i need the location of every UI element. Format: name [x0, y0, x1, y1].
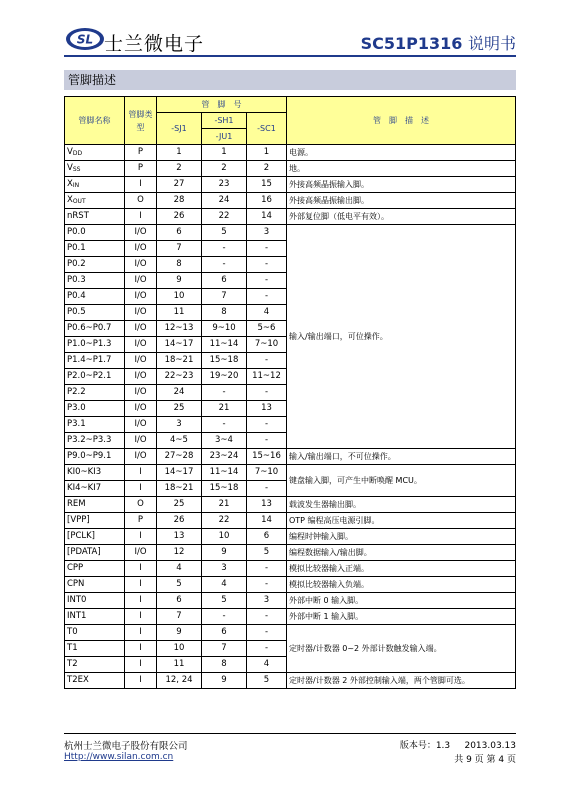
pin-name-cell	[65, 257, 125, 273]
pin-name-cell	[65, 657, 125, 673]
pin-sj1: 5	[157, 577, 202, 593]
pin-sj1: 8	[157, 257, 202, 273]
pin-type: I	[125, 529, 157, 545]
table-row	[65, 145, 516, 161]
pin-sc1: 6	[247, 529, 287, 545]
logo-text: SL	[76, 32, 94, 47]
pin-name: INT0	[67, 595, 87, 605]
pin-sh1: -	[202, 385, 247, 401]
pin-description: 电源。	[287, 145, 516, 161]
pin-sc1: 14	[247, 513, 287, 529]
header-ju1: -JU1	[202, 129, 247, 145]
pin-name-subscript: OUT	[72, 197, 86, 205]
pin-name-cell	[65, 289, 125, 305]
pin-table-body	[65, 145, 516, 689]
header-pin-number: 管 脚 号	[157, 97, 287, 113]
pin-sc1: -	[247, 561, 287, 577]
pin-name: P0.6~P0.7	[67, 323, 112, 333]
pin-name-cell	[65, 337, 125, 353]
pin-sc1: -	[247, 241, 287, 257]
pin-sc1: 15	[247, 177, 287, 193]
pin-name: P2.2	[67, 387, 86, 397]
pin-type: I	[125, 625, 157, 641]
pin-name: P0.5	[67, 307, 86, 317]
pin-name: P0.4	[67, 291, 86, 301]
pin-name-cell	[65, 545, 125, 561]
pin-name-subscript: SS	[72, 165, 81, 173]
pin-sj1: 1	[157, 145, 202, 161]
pin-name: nRST	[67, 211, 89, 221]
pin-name: P3.0	[67, 403, 86, 413]
pin-sh1: -	[202, 609, 247, 625]
pin-sc1: 3	[247, 593, 287, 609]
table-row	[65, 577, 516, 593]
pin-sj1: 22~23	[157, 369, 202, 385]
pin-type: I	[125, 177, 157, 193]
pin-name-cell	[65, 225, 125, 241]
pin-sj1: 10	[157, 289, 202, 305]
pin-type: I/O	[125, 401, 157, 417]
pin-type: P	[125, 513, 157, 529]
pin-sc1: 4	[247, 305, 287, 321]
pin-name: [PDATA]	[67, 547, 101, 557]
header-pin-description: 管 脚 描 述	[287, 97, 516, 145]
pin-description: 模拟比较器输入正端。	[287, 561, 516, 577]
pin-sh1: 11~14	[202, 465, 247, 481]
pin-description: 输入/输出端口，可位操作。	[287, 225, 516, 449]
pin-name-cell	[65, 385, 125, 401]
pin-description: 载波发生器输出脚。	[287, 497, 516, 513]
pin-sj1: 18~21	[157, 353, 202, 369]
pin-name: T2EX	[67, 675, 89, 685]
pin-sh1: 24	[202, 193, 247, 209]
pin-sj1: 12~13	[157, 321, 202, 337]
pin-description: 输入/输出端口，不可位操作。	[287, 449, 516, 465]
pin-description: 地。	[287, 161, 516, 177]
pin-sj1: 4~5	[157, 433, 202, 449]
pin-sc1: 3	[247, 225, 287, 241]
table-row	[65, 609, 516, 625]
pin-sc1: -	[247, 481, 287, 497]
pin-sc1: -	[247, 625, 287, 641]
header-sh1: -SH1	[202, 113, 247, 129]
pin-type: I	[125, 641, 157, 657]
footer-url-link[interactable]: Http://www.silan.com.cn	[64, 752, 174, 762]
pin-name: P3.1	[67, 419, 86, 429]
pin-description: 外接高频晶振输入脚。	[287, 177, 516, 193]
pin-description: 外接高频晶振输出脚。	[287, 193, 516, 209]
pin-sh1: 3~4	[202, 433, 247, 449]
pin-sh1: 8	[202, 657, 247, 673]
pin-name-cell	[65, 625, 125, 641]
table-row	[65, 225, 516, 241]
pin-sj1: 9	[157, 273, 202, 289]
pin-name-cell	[65, 593, 125, 609]
pin-name: V	[67, 162, 73, 173]
pin-name-cell	[65, 529, 125, 545]
pin-type: I	[125, 561, 157, 577]
pin-name: P0.3	[67, 275, 86, 285]
pin-sh1: 3	[202, 561, 247, 577]
pin-sh1: 1	[202, 145, 247, 161]
pin-sc1: 5	[247, 673, 287, 689]
pin-sj1: 24	[157, 385, 202, 401]
pin-sc1: 14	[247, 209, 287, 225]
pin-sj1: 6	[157, 593, 202, 609]
table-row	[65, 673, 516, 689]
pin-name-cell	[65, 673, 125, 689]
table-row	[65, 513, 516, 529]
header-sj1: -SJ1	[157, 113, 202, 145]
pin-sj1: 12, 24	[157, 673, 202, 689]
table-row	[65, 593, 516, 609]
pin-sj1: 7	[157, 241, 202, 257]
pin-name-cell	[65, 449, 125, 465]
pin-type: I/O	[125, 353, 157, 369]
pin-description: 定时器/计数器 0~2 外部计数触发输入端。	[287, 625, 516, 673]
pin-description: 外部复位脚（低电平有效）。	[287, 209, 516, 225]
pin-name: T2	[67, 659, 78, 669]
pin-sj1: 25	[157, 497, 202, 513]
pin-sc1: -	[247, 273, 287, 289]
pin-sh1: 9	[202, 545, 247, 561]
silan-logo-icon	[64, 26, 106, 52]
pin-sh1: -	[202, 417, 247, 433]
pin-sj1: 11	[157, 305, 202, 321]
company-name: 士兰微电子	[104, 33, 205, 55]
pin-type: I/O	[125, 305, 157, 321]
pin-type: I/O	[125, 433, 157, 449]
pin-description: OTP 编程高压电源引脚。	[287, 513, 516, 529]
pin-sh1: 15~18	[202, 481, 247, 497]
pin-name-cell	[65, 145, 125, 161]
pin-name: X	[67, 194, 73, 205]
pin-sj1: 27	[157, 177, 202, 193]
pin-type: I/O	[125, 225, 157, 241]
pin-name-cell	[65, 273, 125, 289]
pin-sh1: 23	[202, 177, 247, 193]
pin-sj1: 3	[157, 417, 202, 433]
header-divider	[64, 55, 516, 57]
pin-sh1: 19~20	[202, 369, 247, 385]
pin-sh1: 5	[202, 593, 247, 609]
pin-description: 外部中断 0 输入脚。	[287, 593, 516, 609]
pin-name: [VPP]	[67, 515, 90, 525]
pin-sc1: 2	[247, 161, 287, 177]
pin-sj1: 25	[157, 401, 202, 417]
pin-sh1: 9	[202, 673, 247, 689]
pin-sc1: 16	[247, 193, 287, 209]
pin-sj1: 6	[157, 225, 202, 241]
header-pin-type: 管脚类型	[125, 97, 157, 145]
pin-name-cell	[65, 561, 125, 577]
pin-sh1: -	[202, 241, 247, 257]
pin-sh1: 6	[202, 273, 247, 289]
table-row	[65, 193, 516, 209]
footer-divider	[64, 733, 516, 734]
document-title	[361, 31, 516, 54]
pin-type: I/O	[125, 257, 157, 273]
pin-sh1: 10	[202, 529, 247, 545]
table-row	[65, 209, 516, 225]
pin-type: I/O	[125, 417, 157, 433]
pin-sj1: 7	[157, 609, 202, 625]
pin-name-cell	[65, 209, 125, 225]
pin-sh1: 21	[202, 497, 247, 513]
header-sc1: -SC1	[247, 113, 287, 145]
pin-sc1: -	[247, 641, 287, 657]
pin-type: I	[125, 657, 157, 673]
table-row	[65, 545, 516, 561]
pin-name: P2.0~P2.1	[67, 371, 112, 381]
pin-name-subscript: IN	[72, 181, 80, 189]
pin-sc1: 13	[247, 401, 287, 417]
pin-sj1: 10	[157, 641, 202, 657]
table-row	[65, 625, 516, 641]
pin-name: T0	[67, 627, 78, 637]
table-row	[65, 529, 516, 545]
pin-name-cell	[65, 433, 125, 449]
pin-name-cell	[65, 161, 125, 177]
pin-sc1: -	[247, 577, 287, 593]
pin-name: KI0~KI3	[67, 467, 102, 477]
pin-name-cell	[65, 577, 125, 593]
table-row	[65, 177, 516, 193]
pin-name-cell	[65, 609, 125, 625]
doc-type: 说明书	[467, 34, 516, 53]
footer-date: 2013.03.13	[464, 741, 516, 751]
pin-sh1: 2	[202, 161, 247, 177]
table-row	[65, 497, 516, 513]
pin-sj1: 2	[157, 161, 202, 177]
pin-sh1: 4	[202, 577, 247, 593]
pin-name-cell	[65, 369, 125, 385]
pin-sj1: 14~17	[157, 337, 202, 353]
pin-name: P9.0~P9.1	[67, 451, 112, 461]
footer-version-date	[400, 738, 516, 751]
pin-description: 定时器/计数器 2 外部控制输入端，两个管脚可选。	[287, 673, 516, 689]
pin-type: P	[125, 161, 157, 177]
pin-name: X	[67, 178, 73, 189]
pin-sc1: -	[247, 609, 287, 625]
pin-name-cell	[65, 513, 125, 529]
pin-name-cell	[65, 465, 125, 481]
pin-description: 键盘输入脚，可产生中断唤醒 MCU。	[287, 465, 516, 497]
pin-type: I/O	[125, 369, 157, 385]
pin-type: O	[125, 497, 157, 513]
pin-sc1: 7~10	[247, 337, 287, 353]
pin-type: I	[125, 481, 157, 497]
pin-name-cell	[65, 497, 125, 513]
pin-sc1: -	[247, 289, 287, 305]
pin-name: KI4~KI7	[67, 483, 102, 493]
pin-sj1: 4	[157, 561, 202, 577]
pin-sj1: 11	[157, 657, 202, 673]
pin-type: I	[125, 577, 157, 593]
pin-name-cell	[65, 353, 125, 369]
footer-page-count: 共 9 页 第 4 页	[454, 755, 516, 765]
table-row	[65, 465, 516, 481]
pin-name-subscript: DD	[72, 149, 83, 157]
table-row	[65, 449, 516, 465]
pin-type: I/O	[125, 321, 157, 337]
pin-sc1: 13	[247, 497, 287, 513]
pin-sc1: 4	[247, 657, 287, 673]
pin-sh1: 22	[202, 513, 247, 529]
pin-type: I/O	[125, 241, 157, 257]
pin-sc1: -	[247, 385, 287, 401]
pin-type: I/O	[125, 385, 157, 401]
pin-sh1: -	[202, 257, 247, 273]
pin-name-cell	[65, 305, 125, 321]
footer-version: 版本号：1.3	[399, 741, 451, 751]
pin-type: I/O	[125, 289, 157, 305]
pin-sh1: 5	[202, 225, 247, 241]
pin-name-cell	[65, 241, 125, 257]
footer-company: 杭州士兰微电子股份有限公司	[64, 741, 188, 752]
pin-name: P1.4~P1.7	[67, 355, 112, 365]
pin-name-cell	[65, 401, 125, 417]
doc-code: SC51P1316	[360, 34, 463, 53]
pin-sj1: 28	[157, 193, 202, 209]
pin-name-cell	[65, 177, 125, 193]
pin-name: INT1	[67, 611, 87, 621]
pin-description: 模拟比较器输入负端。	[287, 577, 516, 593]
pin-sh1: 7	[202, 641, 247, 657]
table-row	[65, 561, 516, 577]
pin-name-cell	[65, 481, 125, 497]
pin-name-cell	[65, 193, 125, 209]
pin-name-cell	[65, 417, 125, 433]
pin-name: CPP	[67, 563, 84, 573]
pin-name: REM	[67, 499, 86, 509]
pin-sc1: -	[247, 417, 287, 433]
pin-description-table	[64, 96, 516, 689]
pin-sc1: 11~12	[247, 369, 287, 385]
pin-sh1: 9~10	[202, 321, 247, 337]
pin-sh1: 8	[202, 305, 247, 321]
pin-sh1: 22	[202, 209, 247, 225]
pin-sc1: 7~10	[247, 465, 287, 481]
pin-sj1: 14~17	[157, 465, 202, 481]
pin-sj1: 27~28	[157, 449, 202, 465]
pin-type: I	[125, 209, 157, 225]
pin-type: I	[125, 465, 157, 481]
pin-type: O	[125, 193, 157, 209]
pin-sh1: 23~24	[202, 449, 247, 465]
pin-type: I	[125, 673, 157, 689]
pin-name: [PCLK]	[67, 531, 96, 541]
pin-description: 编程数据输入/输出脚。	[287, 545, 516, 561]
pin-description: 外部中断 1 输入脚。	[287, 609, 516, 625]
pin-sj1: 26	[157, 209, 202, 225]
pin-name: P0.1	[67, 243, 86, 253]
section-title: 管脚描述	[64, 70, 516, 90]
pin-sh1: 15~18	[202, 353, 247, 369]
pin-type: I/O	[125, 337, 157, 353]
pin-description: 编程时钟输入脚。	[287, 529, 516, 545]
pin-type: I	[125, 609, 157, 625]
pin-sc1: 1	[247, 145, 287, 161]
pin-name: P1.0~P1.3	[67, 339, 112, 349]
pin-sc1: 15~16	[247, 449, 287, 465]
pin-sh1: 7	[202, 289, 247, 305]
pin-sc1: -	[247, 257, 287, 273]
pin-sj1: 18~21	[157, 481, 202, 497]
pin-name-cell	[65, 321, 125, 337]
pin-type: I/O	[125, 273, 157, 289]
pin-sj1: 9	[157, 625, 202, 641]
header-pin-name: 管脚名称	[65, 97, 125, 145]
pin-name: CPN	[67, 579, 85, 589]
pin-sj1: 12	[157, 545, 202, 561]
pin-name: T1	[67, 643, 78, 653]
pin-sh1: 11~14	[202, 337, 247, 353]
pin-type: P	[125, 145, 157, 161]
pin-name: P0.0	[67, 227, 86, 237]
pin-name: P0.2	[67, 259, 86, 269]
pin-sh1: 6	[202, 625, 247, 641]
pin-type: I/O	[125, 449, 157, 465]
pin-type: I/O	[125, 545, 157, 561]
pin-sc1: -	[247, 433, 287, 449]
pin-sc1: -	[247, 353, 287, 369]
pin-name: V	[67, 146, 73, 157]
page-header	[64, 22, 516, 58]
table-row	[65, 161, 516, 177]
pin-sj1: 26	[157, 513, 202, 529]
pin-type: I	[125, 593, 157, 609]
pin-sj1: 13	[157, 529, 202, 545]
pin-sc1: 5~6	[247, 321, 287, 337]
pin-sc1: 5	[247, 545, 287, 561]
pin-name-cell	[65, 641, 125, 657]
pin-name: P3.2~P3.3	[67, 435, 112, 445]
pin-sh1: 21	[202, 401, 247, 417]
